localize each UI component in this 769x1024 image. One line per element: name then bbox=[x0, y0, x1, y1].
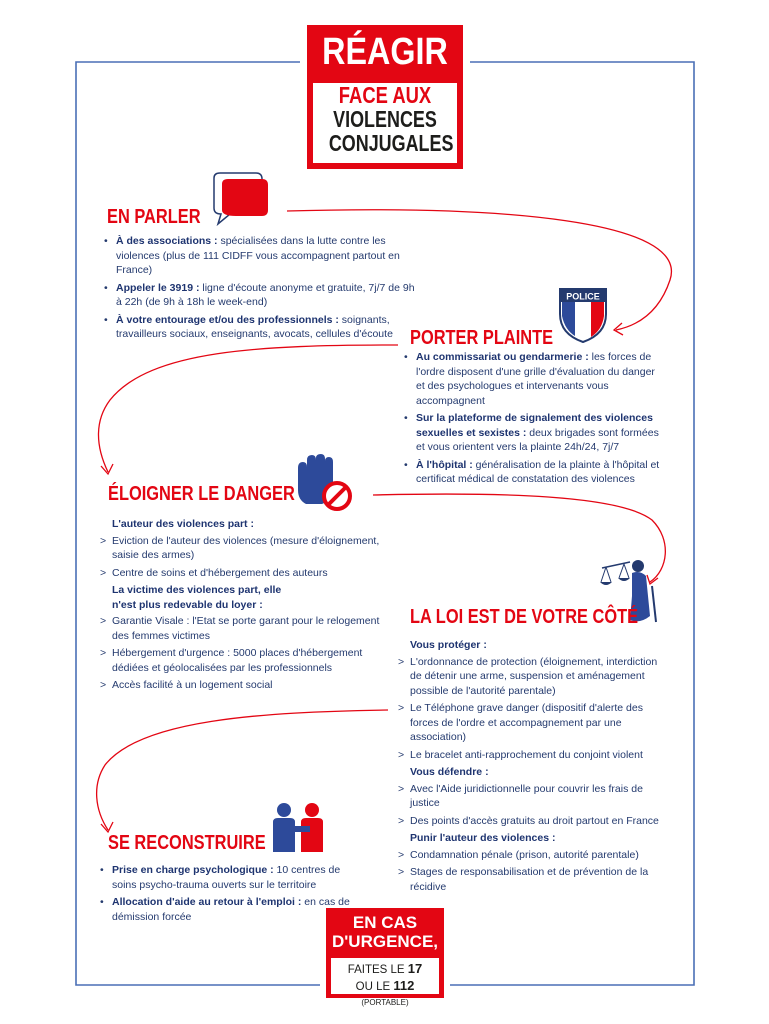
emergency-number-17: 17 bbox=[407, 961, 423, 976]
list-item: • Prise en charge psychologique : 10 centres de soins psycho-trauma ouverts sur le territoire bbox=[100, 864, 341, 891]
list-item: • À l'hôpital : généralisation de la plainte à l'hôpital et certificat médical de constatation des violences bbox=[404, 458, 660, 485]
list-item: • Sur la plateforme de signalement des violences sexuelles et sexistes : deux brigades sont formées et vous orientent vers la plainte 24h/24, 7j/7 bbox=[404, 412, 659, 453]
item-text: Le Téléphone grave danger (dispositif d'alerte des forces de l'ordre et accompagnement par une association) bbox=[410, 702, 643, 743]
section-title-eloigner: ÉLOIGNER LE DANGER bbox=[108, 483, 295, 505]
item-bold: À votre entourage et/ou des professionnels : bbox=[116, 313, 339, 326]
item-bold: Appeler le 3919 : bbox=[116, 281, 200, 294]
item-bold: Allocation d'aide au retour à l'emploi : bbox=[112, 896, 302, 908]
list-item: > Eviction de l'auteur des violences (mesure d'éloignement, saisie des armes) bbox=[100, 534, 380, 561]
list-item: > Des points d'accès gratuits au droit partout en France bbox=[398, 814, 659, 827]
list-item: > Condamnation pénale (prison, autorité parentale) bbox=[398, 848, 639, 861]
emergency-prefix2: OU LE bbox=[355, 981, 394, 993]
item-text: Accès facilité à un logement social bbox=[112, 679, 273, 691]
loi-list bbox=[398, 636, 668, 897]
subhead: Vous protéger : bbox=[410, 639, 487, 651]
list-item: • À des associations : spécialisées dans la lutte contre les violences (plus de 111 CIDFF vous accompagnent partout en France) bbox=[104, 235, 400, 276]
item-text: deux brigades sont formées et vous orientent vers la plainte 24h/24, 7j/7 bbox=[416, 426, 659, 453]
list-item: • À votre entourage et/ou des professionnels : soignants, travailleurs sociaux, enseignants, avocats, cellules d'écoute bbox=[104, 313, 393, 340]
item-text: en cas de démission forcée bbox=[112, 896, 350, 923]
item-text: Centre de soins et d'hébergement des auteurs bbox=[112, 566, 328, 579]
list-item: > Stages de responsabilisation et de prévention de la récidive bbox=[398, 866, 649, 893]
main-title-box bbox=[307, 25, 463, 169]
item-bold: Prise en charge psychologique : bbox=[112, 864, 274, 876]
list-item: > Le bracelet anti-rapprochement du conjoint violent bbox=[398, 748, 643, 761]
emergency-box bbox=[326, 908, 444, 1007]
item-text: soignants, travailleurs sociaux, enseignants, avocats, cellules d'écoute bbox=[116, 313, 393, 340]
emergency-heading bbox=[326, 908, 444, 951]
emergency-prefix1: FAITES LE bbox=[347, 964, 408, 976]
badge-text: POLICE bbox=[566, 291, 600, 302]
title-main: RÉAGIR bbox=[322, 31, 448, 73]
stop-hand-icon bbox=[292, 454, 358, 512]
item-text: L'ordonnance de protection (éloignement, interdiction de détenir une arme, suspension et aménagement possible de l'autorité parentale) bbox=[410, 655, 658, 697]
reconstruire-list bbox=[100, 863, 360, 927]
eloigner-list bbox=[100, 515, 390, 696]
porter-plainte-list bbox=[404, 350, 664, 490]
item-text: Avec l'Aide juridictionnelle pour couvrir les frais de justice bbox=[410, 782, 643, 809]
section-title-porter-plainte: PORTER PLAINTE bbox=[410, 327, 554, 349]
speech-bubble-icon bbox=[208, 170, 270, 228]
list-item: • Allocation d'aide au retour à l'emploi : en cas de démission forcée bbox=[100, 896, 350, 923]
en-parler-list bbox=[104, 234, 416, 345]
item-text: spécialisées dans la lutte contre les violences (plus de 111 CIDFF vous accompagnent partout en France) bbox=[116, 235, 400, 276]
emergency-line2: D'URGENCE, bbox=[331, 932, 439, 951]
emergency-number-112: 112 bbox=[393, 978, 415, 993]
section-title-en-parler: EN PARLER bbox=[107, 206, 201, 228]
subhead: Punir l'auteur des violences : bbox=[410, 832, 556, 844]
section-title-loi: LA LOI EST DE VOTRE CÔTÉ bbox=[410, 606, 639, 628]
arrow-plainte-to-eloigner bbox=[98, 345, 398, 472]
item-text: Condamnation pénale (prison, autorité parentale) bbox=[410, 848, 639, 861]
item-text: Le bracelet anti-rapprochement du conjoint violent bbox=[410, 748, 643, 761]
support-people-icon bbox=[270, 802, 326, 854]
title-line3: CONJUGALES bbox=[328, 130, 454, 156]
section-title-reconstruire: SE RECONSTRUIRE bbox=[108, 832, 266, 854]
item-text: Des points d'accès gratuits au droit partout en France bbox=[410, 814, 659, 827]
list-item: > Avec l'Aide juridictionnelle pour couvrir les frais de justice bbox=[398, 782, 643, 809]
arrow-loi-to-reconstruire bbox=[97, 710, 388, 830]
item-text: Garantie Visale : l'Etat se porte garant pour le relogement des femmes victimes bbox=[112, 615, 380, 642]
item-text: Hébergement d'urgence : 5000 places d'hébergement dédiées et géolocalisées par les professionnels bbox=[112, 647, 363, 674]
item-text: ligne d'écoute anonyme et gratuite, 7j/7 de 9h à 22h (de 9h à 18h le week-end) bbox=[116, 281, 415, 308]
list-item: > Garantie Visale : l'Etat se porte garant pour le relogement des femmes victimes bbox=[100, 615, 380, 642]
title-line1: FACE AUX bbox=[338, 82, 432, 108]
title-line2: VIOLENCES bbox=[333, 106, 437, 132]
subhead: Vous défendre : bbox=[410, 766, 489, 778]
emergency-portable: (PORTABLE) bbox=[361, 998, 409, 1007]
list-item: > Le Téléphone grave danger (dispositif d'alerte des forces de l'ordre et accompagnement par une association) bbox=[398, 702, 643, 743]
item-text: Stages de responsabilisation et de prévention de la récidive bbox=[410, 866, 649, 893]
emergency-numbers bbox=[331, 958, 439, 1007]
list-item: > L'ordonnance de protection (éloignement, interdiction de détenir une arme, suspension et aménagement possible de l'autorité parentale) bbox=[398, 655, 658, 697]
list-item: • Appeler le 3919 : ligne d'écoute anonyme et gratuite, 7j/7 de 9h à 22h (de 9h à 18h le week-end) bbox=[104, 281, 415, 308]
item-bold: À des associations : bbox=[116, 235, 218, 247]
item-text: les forces de l'ordre disposent d'une grille d'évaluation du danger et des psychologues et intervenants vous accompagnent bbox=[416, 351, 655, 407]
item-text: Eviction de l'auteur des violences (mesure d'éloignement, saisie des armes) bbox=[112, 534, 380, 561]
emergency-line1: EN CAS bbox=[352, 913, 418, 932]
item-text: 10 centres de soins psycho-trauma ouverts sur le territoire bbox=[112, 864, 341, 891]
item-text: généralisation de la plainte à l'hôpital et certificat médical de constatation des violences bbox=[416, 458, 660, 485]
police-badge-icon bbox=[557, 286, 609, 344]
list-item: > Centre de soins et d'hébergement des auteurs bbox=[100, 566, 328, 579]
title-subtitle-box bbox=[313, 83, 457, 163]
item-bold: À l'hôpital : bbox=[416, 458, 473, 471]
item-bold: Sur la plateforme de signalement des violences sexuelles et sexistes : bbox=[416, 412, 653, 439]
subhead: La victime des violences part, elle n'est plus redevable du loyer : bbox=[112, 584, 282, 611]
subhead: L'auteur des violences part : bbox=[112, 518, 254, 530]
item-bold: Au commissariat ou gendarmerie : bbox=[416, 351, 589, 363]
list-item: • Au commissariat ou gendarmerie : les forces de l'ordre disposent d'une grille d'évaluation du danger et des psychologues et intervenants vous accompagnent bbox=[404, 351, 655, 407]
list-item: > Hébergement d'urgence : 5000 places d'hébergement dédiées et géolocalisées par les professionnels bbox=[100, 647, 363, 674]
list-item: > Accès facilité à un logement social bbox=[100, 679, 273, 691]
